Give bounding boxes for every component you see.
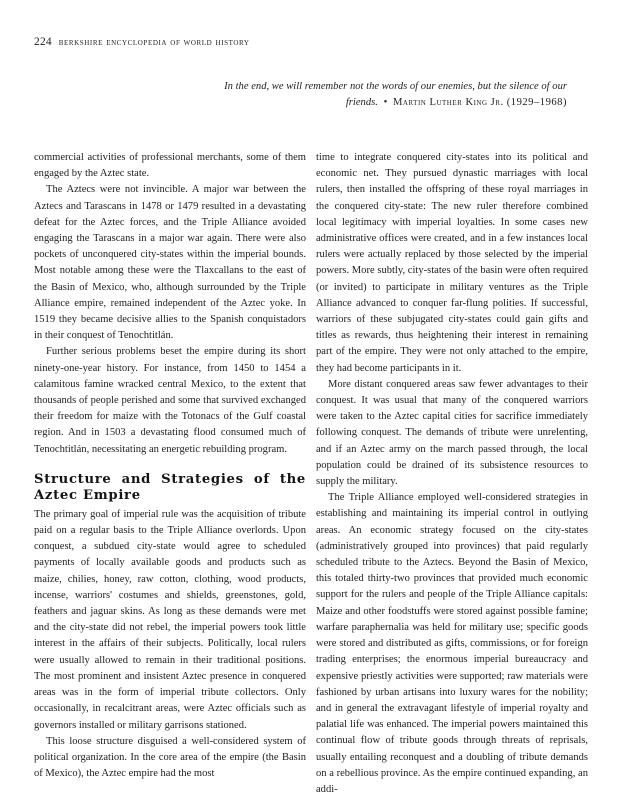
right-column bbox=[316, 150, 588, 798]
epigraph-quote: In the end, we will remember not the words of our enemies, but the silence of our friends. bbox=[224, 81, 567, 108]
running-title: berkshire encyclopedia of world history bbox=[58, 37, 250, 48]
epigraph bbox=[207, 79, 567, 111]
section-heading: Structure and Strategies of the Aztec Empire bbox=[34, 471, 306, 503]
epigraph-bullet: • bbox=[383, 97, 388, 108]
paragraph: The Aztecs were not invincible. A major war between the Aztecs and Tarascans in 1478 or 1479 resulted in a devastating defeat for the Aztec forces, and the Triple Alliance avoided engaging the Tarascans in a major war again. There were also pockets of unconquered city-states within the imperial bounds. Most notable among these were the Tlaxcallans to the east of the Basin of Mexico, who, although surrounded by the Triple Alliance empire, remained independent of the Aztec yoke. In 1519 they became decisive allies to the Spanish conquistadors in their conquest of Tenochtitlán. bbox=[34, 184, 306, 342]
paragraph: commercial activities of professional merchants, some of them engaged by the Aztec state. bbox=[34, 152, 306, 180]
paragraph: This loose structure disguised a well-considered system of political organization. In the core area of the empire (the Basin of Mexico), the Aztec empire had the most bbox=[34, 735, 306, 780]
paragraph: More distant conquered areas saw fewer advantages to their conquest. It was usual that many of the conquered warriors were taken to the Aztec capital cities for sacrifice immediately following conquest. The demands of tribute were unrelenting, and if an Aztec army on the march passed through, the local population could be drained of its subsistence resources to supply the military. bbox=[316, 378, 588, 488]
paragraph: The Triple Alliance employed well-considered strategies in establishing and maintaining its imperial control in outlying areas. An economic strategy focused on the city-states (administratively grouped into provinces) that paid regularly scheduled tribute to the Aztecs. Beyond the Basin of Mexico, this totaled thirty-two provinces that provided much economic support for the rulers and people of the Triple Alliance capitals: Maize and other foodstuffs were stored against possible famine; warfare paraphernalia was held for military use; specific goods were stored and distributed as gifts, commissions, or for foreign trading enterprises; the enormous imperial bureaucracy and expensive priestly activities were supported; raw materials were fashioned by urban artisans into luxury wares for the nobility; and in general the extravagant lifestyle of imperial royalty and palatial life was enhanced. The imperial powers maintained this continual flow of tribute goods through threats of reprisals, usually entailing reconquest and a doubling of tribute demands on a rebellious province. As the empire continued expanding, an addi- bbox=[316, 492, 588, 795]
left-column bbox=[34, 150, 306, 782]
paragraph: time to integrate conquered city-states into its political and economic net. They pursued dynastic marriages with local rulers, then installed the offspring of these royal marriages in the conquered city-state: The new ruler therefore combined local legitimacy with imperial loyalties. In some cases new administrative offices were created, and in a few instances local rulers were actually replaced by those selected by the imperial powers. More subtly, city-states of the basin were often required (or invited) to participate in military ventures as the Triple Alliance advanced to conquer far-flung polities. If successful, warriors of these subjugated city-states could gain gifts and titles as rewards, thus heightening their interest in remaining part of the empire. They were not only attached to the empire, they had become participants in it. bbox=[316, 152, 588, 374]
running-header bbox=[34, 36, 250, 48]
epigraph-attribution: Martin Luther King Jr. (1929–1968) bbox=[392, 97, 567, 108]
paragraph: The primary goal of imperial rule was the acquisition of tribute paid on a regular basis to the Triple Alliance overlords. Upon conquest, a subdued city-state would agree to scheduled payments of locally available goods and products such as maize, chilies, honey, raw cotton, clothing, wood products, incense, warriors' costumes and shields, greenstones, gold, feathers and jaguar skins. As long as these demands were met and the city-state did not rebel, the imperial powers took little interest in the affairs of their subjects. Politically, local rulers were usually allowed to remain in their traditional positions. The most prominent and insistent Aztec presence in conquered areas was in the form of imperial tribute collectors. Only occasionally, in recalcitrant areas, were Aztec officials such as governors installed or military garrisons stationed. bbox=[34, 508, 306, 731]
paragraph: Further serious problems beset the empire during its short ninety-one-year history. For instance, from 1450 to 1454 a calamitous famine wracked central Mexico, to the extent that thousands of people perished and some that survived exchanged their freedom for maize with the Totonacs of the Gulf coastal region. And in 1503 a devastating flood consumed much of Tenochtitlán, necessitating an energetic rebuilding program. bbox=[34, 346, 306, 455]
page-number: 224 bbox=[34, 36, 52, 48]
